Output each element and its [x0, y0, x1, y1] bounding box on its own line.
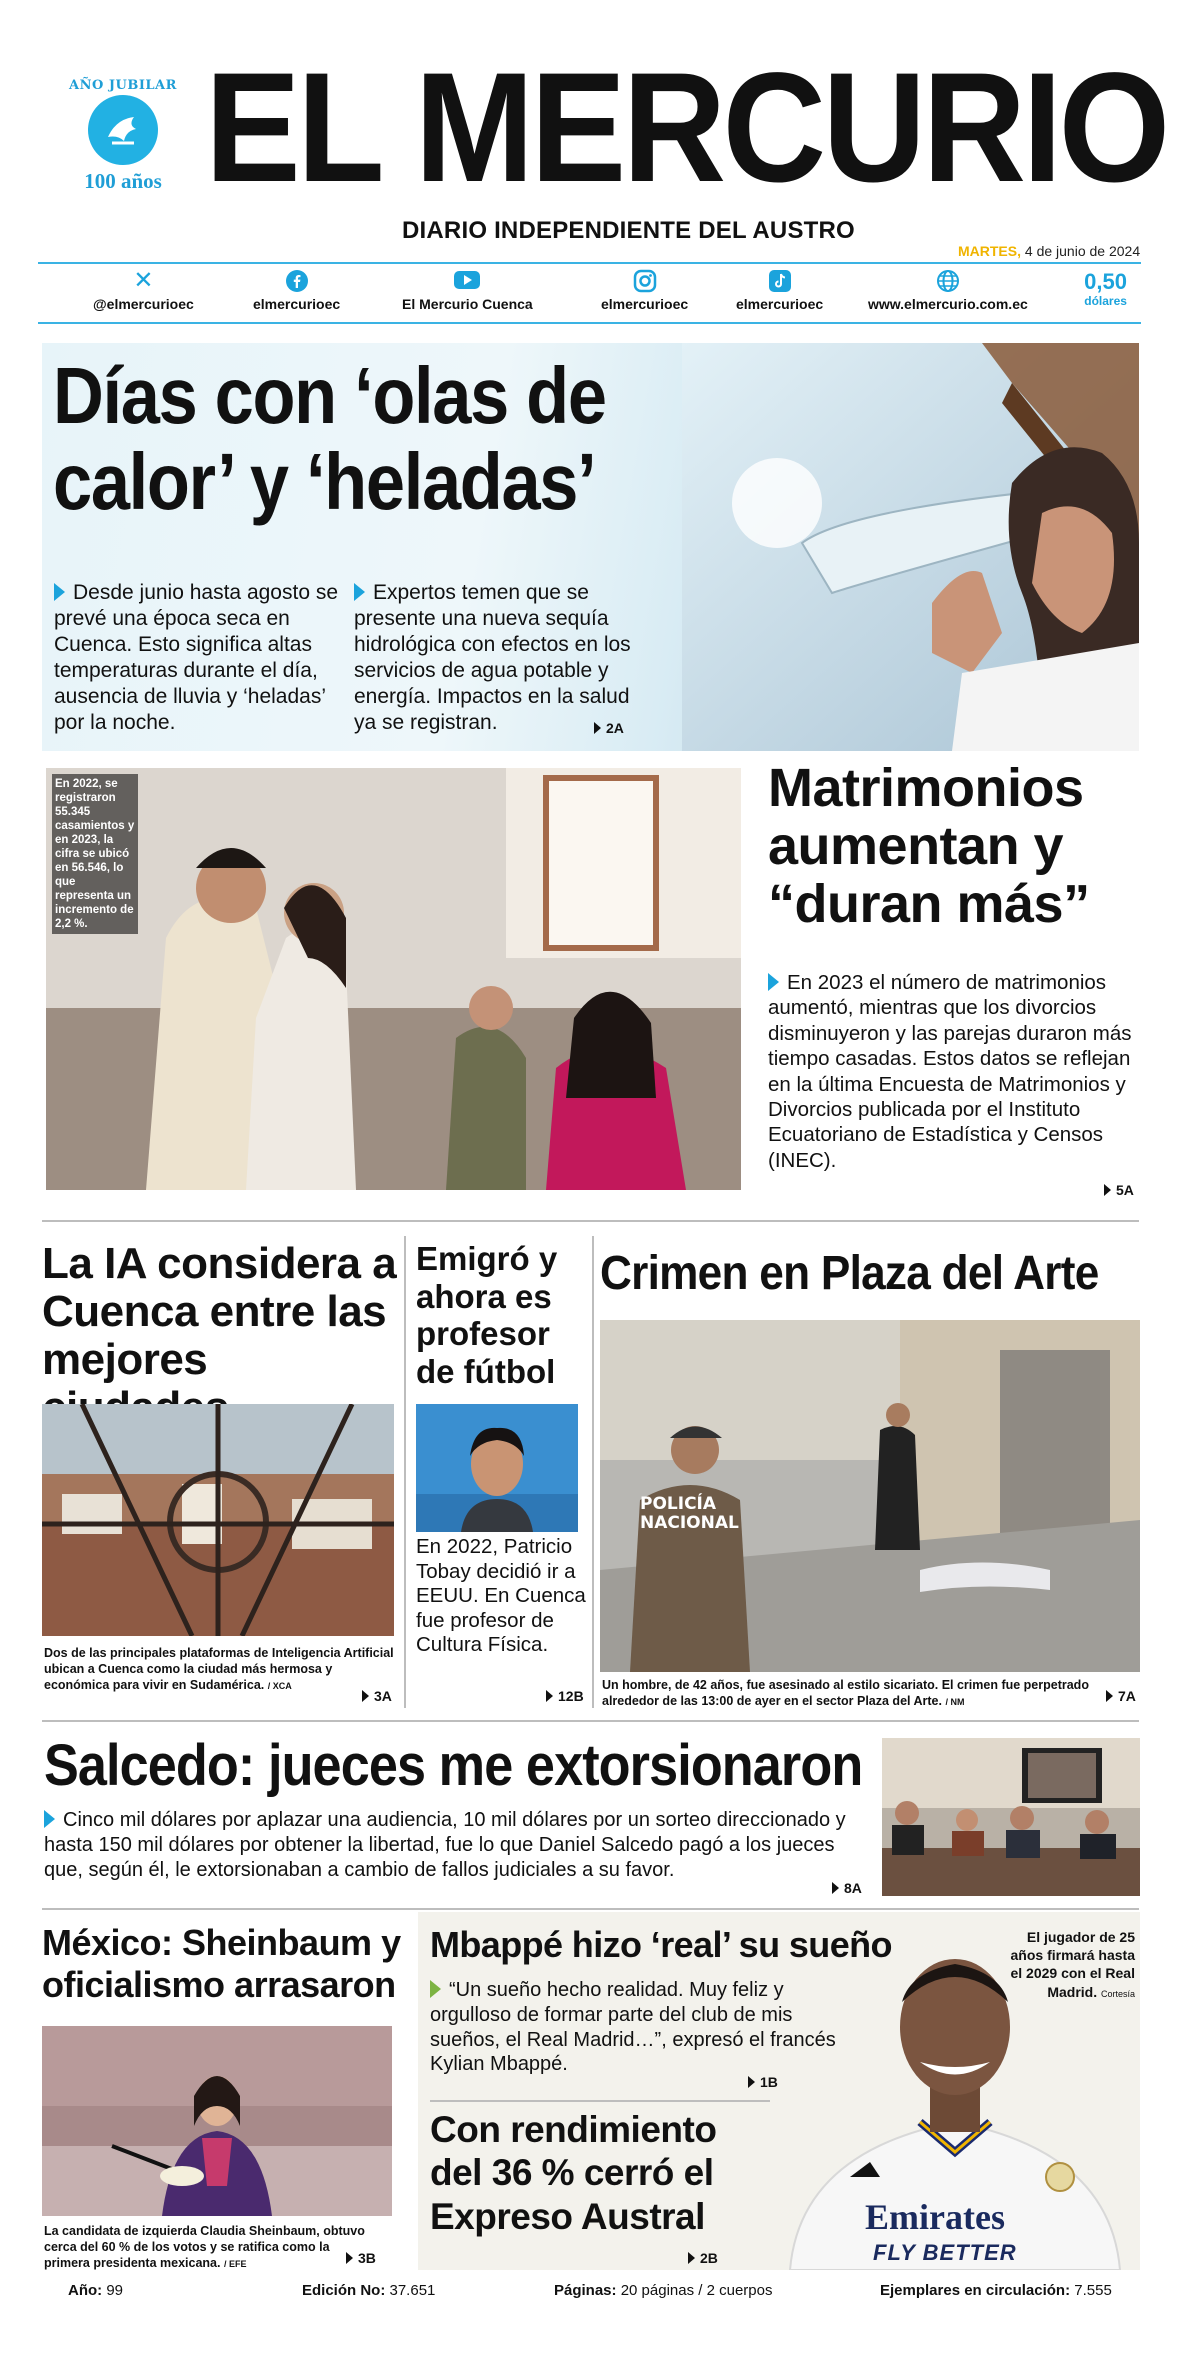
jubilee-logo-icon [88, 95, 158, 165]
instagram-icon [631, 269, 659, 293]
crimen-caption [602, 1678, 1134, 1710]
page-arrow-icon [1104, 1184, 1111, 1196]
matrimonios-body-text: En 2023 el número de matrimonios aumentó, mientras que los divorcios disminuyeron y las parejas duraron más tiempo casadas. Estos datos se reflejan en la última Encuesta de Matrimonios y Divorcios publicada por el Instituto Ecuatoriano de Estadística y Censos (INEC). [768, 971, 1132, 1172]
jubilee-badge [68, 78, 178, 203]
ia-credit: / XCA [267, 1680, 292, 1691]
x-icon: ✕ [133, 267, 154, 294]
sheinbaum-photo [42, 2026, 392, 2216]
cuenca-city-photo [42, 1404, 394, 1636]
hero-bullet-1 [54, 580, 354, 736]
issue-date [958, 243, 1140, 259]
hero-headline: Días con ‘olas de calor’ y ‘heladas’ [53, 351, 606, 527]
social-bar [38, 262, 1141, 324]
issue-date-rest: 4 de junio de 2024 [1021, 243, 1141, 259]
shirt-sponsor-text: Emirates [865, 2197, 1005, 2237]
footer-bar [42, 2280, 1139, 2308]
matrimonios-page-ref[interactable] [1104, 1182, 1134, 1198]
footer-pages-label: Páginas: [554, 2282, 617, 2299]
social-website-label: www.elmercurio.com.ec [868, 296, 1028, 312]
ia-caption-text: Dos de las principales plataformas de Inteligencia Artificial ubican a Cuenca como la ciudad más hermosa y económica para vivir en Sudamérica. [44, 1646, 394, 1692]
social-instagram-label: elmercurioec [601, 296, 689, 312]
mbappe-page-ref-label: 1B [760, 2074, 778, 2090]
mexico-page-ref-label: 3B [358, 2250, 376, 2266]
wedding-stat-box: En 2022, se registraron 55.345 casamientos y en 2023, la cifra se ubicó en 56.546, lo que representa un incremento de 2,2 %. [52, 774, 138, 934]
youtube-icon [453, 269, 481, 293]
expreso-headline: Con rendimiento del 36 % cerró el Expreso Austral [430, 2109, 717, 2237]
footer-pages-value: 20 páginas / 2 cuerpos [616, 2282, 773, 2299]
page-arrow-icon [362, 1690, 369, 1702]
bullet-triangle-icon [354, 583, 365, 601]
hero-bullet-1-text: Desde junio hasta agosto se prevé una época seca en Cuenca. Esto significa altas temperaturas durante el día, ausencia de lluvia y ‘heladas’ por la noche. [54, 581, 339, 735]
mbappe-side-credit: Cortesía [1100, 1988, 1135, 1999]
mexico-caption [44, 2224, 374, 2272]
section-divider [42, 1720, 1139, 1722]
price [1084, 270, 1127, 308]
mbappe-headline: Mbappé hizo ‘real’ su sueño [430, 1924, 892, 1965]
salcedo-body [44, 1808, 874, 1884]
hero-page-ref[interactable] [594, 720, 624, 736]
social-facebook[interactable] [253, 269, 340, 314]
bullet-triangle-icon [44, 1810, 55, 1828]
section-divider [42, 1908, 1139, 1910]
jubilee-label: AÑO JUBILAR [69, 78, 177, 93]
newspaper-title: EL MERCURIO [205, 41, 1167, 215]
hero-bullet-2 [354, 580, 654, 736]
expreso-page-ref[interactable] [688, 2250, 718, 2266]
column-divider [592, 1236, 594, 1708]
hero-page-ref-label: 2A [606, 720, 624, 736]
section-divider [430, 2100, 770, 2102]
footer-pages [554, 2282, 772, 2299]
hero-bullet-2-text: Expertos temen que se presente una nueva sequía hidrológica con efectos en los servicios de agua potable y energía. Impactos en la salud ya se registran. [354, 581, 631, 735]
ia-caption [44, 1646, 394, 1694]
issue-date-day: MARTES, [958, 243, 1021, 259]
mbappe-side-text: El jugador de 25 años firmará hasta el 2029 con el Real Madrid. [1010, 1929, 1135, 2000]
hero-photo-drinking-water [682, 343, 1139, 751]
matrimonios-headline: Matrimonios aumentan y “duran más” [768, 758, 1090, 934]
footer-copies [880, 2282, 1112, 2299]
crimen-credit: / NM [945, 1696, 965, 1707]
social-website[interactable] [868, 269, 1028, 314]
footer-year-value: 99 [102, 2282, 124, 2299]
footer-edition-label: Edición No: [302, 2282, 386, 2299]
page-arrow-icon [748, 2076, 755, 2088]
social-instagram[interactable] [601, 269, 688, 314]
section-divider [42, 1220, 1139, 1222]
page-arrow-icon [1106, 1690, 1113, 1702]
matrimonios-body [768, 970, 1143, 1173]
social-x[interactable] [93, 269, 194, 314]
facebook-icon [283, 269, 311, 293]
salcedo-body-text: Cinco mil dólares por aplazar una audiencia, 10 mil dólares por un sorteo direccionado y hasta 150 mil dólares por obtener la libertad, fue lo que Daniel Salcedo pagó a los jueces que, según él, le extorsionaban a cambio de fallos judiciales a su favor. [44, 1809, 846, 1882]
column-divider [404, 1236, 406, 1708]
matrimonios-page-ref-label: 5A [1116, 1182, 1134, 1198]
salcedo-page-ref[interactable] [832, 1880, 862, 1896]
bullet-triangle-icon [54, 583, 65, 601]
patricio-tobay-portrait [416, 1404, 578, 1532]
footer-copies-value: 7.555 [1070, 2282, 1112, 2299]
footer-year [68, 2282, 123, 2299]
wedding-photo [46, 768, 741, 1190]
mexico-headline: México: Sheinbaum y oficialismo arrasaron [42, 1922, 401, 2006]
emigro-page-ref-label: 12B [558, 1688, 584, 1704]
newspaper-subtitle: DIARIO INDEPENDIENTE DEL AUSTRO [402, 217, 855, 244]
globe-icon [934, 269, 962, 293]
salcedo-page-ref-label: 8A [844, 1880, 862, 1896]
page-arrow-icon [594, 722, 601, 734]
social-tiktok[interactable] [736, 269, 823, 314]
price-unit: dólares [1084, 294, 1127, 308]
footer-edition-value: 37.651 [385, 2282, 436, 2299]
footer-edition [302, 2282, 435, 2299]
mbappe-side-note [1005, 1928, 1135, 2001]
mbappe-body [430, 1978, 850, 2077]
social-tiktok-label: elmercurioec [736, 296, 824, 312]
page-arrow-icon [546, 1690, 553, 1702]
crimen-page-ref-label: 7A [1118, 1688, 1136, 1704]
ia-page-ref[interactable] [362, 1688, 392, 1704]
footer-copies-label: Ejemplares en circulación: [880, 2282, 1071, 2299]
social-x-label: @elmercurioec [93, 296, 194, 312]
page-arrow-icon [688, 2252, 695, 2264]
police-vest-text: POLICÍA NACIONAL [640, 1494, 739, 1533]
page-arrow-icon [346, 2252, 353, 2264]
court-hearing-photo [882, 1738, 1140, 1896]
mbappe-page-ref[interactable] [748, 2074, 778, 2090]
tiktok-icon [766, 269, 794, 293]
jubilee-years: 100 años [84, 169, 162, 193]
social-facebook-label: elmercurioec [253, 296, 341, 312]
page-arrow-icon [832, 1882, 839, 1894]
ia-page-ref-label: 3A [374, 1688, 392, 1704]
price-value: 0,50 [1084, 269, 1127, 294]
social-youtube[interactable] [402, 269, 533, 314]
crimen-page-ref[interactable] [1106, 1688, 1136, 1704]
crimen-caption-text: Un hombre, de 42 años, fue asesinado al estilo sicariato. El crimen fue perpetrado alrededor de las 13:00 de ayer en el sector Plaza del Arte. [602, 1678, 1089, 1708]
mexico-caption-text: La candidata de izquierda Claudia Sheinbaum, obtuvo cerca del 60 % de los votos y se ratifica como la primera presidenta mexicana. [44, 2224, 365, 2270]
shirt-sponsor-subtext: FLY BETTER [873, 2240, 1017, 2265]
crimen-headline: Crimen en Plaza del Arte [600, 1247, 1099, 1300]
emigro-headline: Emigró y ahora es profesor de fútbol [416, 1240, 558, 1390]
salcedo-headline: Salcedo: jueces me extorsionaron [44, 1733, 863, 1798]
ia-headline: La IA considera a Cuenca entre las mejores [42, 1239, 397, 1384]
footer-year-label: Año: [68, 2282, 103, 2299]
bullet-triangle-icon [430, 1980, 441, 1998]
emigro-body: En 2022, Patricio Tobay decidió ir a EEUU. En Cuenca fue profesor de Cultura Física. [416, 1535, 586, 1657]
mexico-page-ref[interactable] [346, 2250, 376, 2266]
emigro-page-ref[interactable] [546, 1688, 584, 1704]
mbappe-body-text: “Un sueño hecho realidad. Muy feliz y orgulloso de formar parte del club de mis sueños, el Real Madrid…”, expresó el francés Kylian Mbappé. [430, 1979, 836, 2076]
mexico-credit: / EFE [223, 2258, 247, 2269]
social-youtube-label: El Mercurio Cuenca [402, 296, 533, 312]
bullet-triangle-icon [768, 973, 779, 991]
expreso-page-ref-label: 2B [700, 2250, 718, 2266]
